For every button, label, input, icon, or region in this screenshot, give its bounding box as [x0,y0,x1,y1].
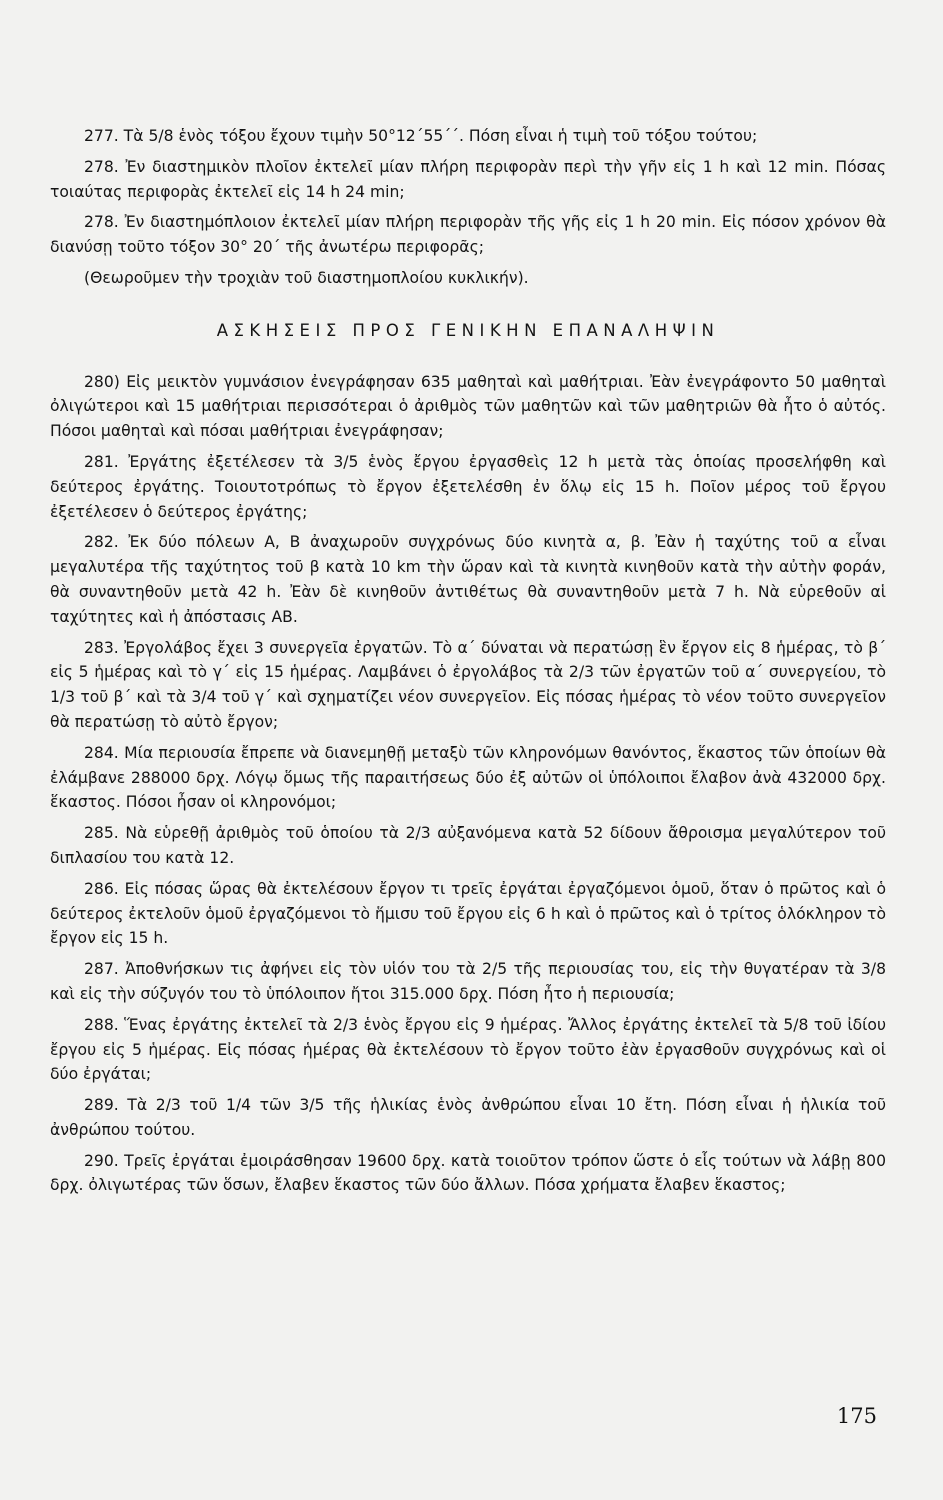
problem-278a: 278. Ἐν διαστημικὸν πλοῖον ἐκτελεῖ μίαν πλήρη περιφορὰν περὶ τὴν γῆν εἰς 1 h καὶ 12 min. Πόσας τοιαύτας περιφορὰς ἐκτελεῖ εἰς 14 h 24 min; [50,157,886,201]
problem-288: 288. Ἕνας ἐργάτης ἐκτελεῖ τὰ 2/3 ἑνὸς ἔργου εἰς 9 ἡμέρας. Ἄλλος ἐργάτης ἐκτελεῖ τὰ 5/8 τοῦ ἰδίου ἔργου εἰς 5 ἡμέρας. Εἰς πόσας ἡμέρας θὰ ἐκτελέσουν τὸ ἔργον τοῦτο ἐὰν ἐργασθοῦν συγχρόνως καὶ οἱ δύο ἐργάται; [50,1015,886,1084]
problem-290: 290. Τρεῖς ἐργάται ἐμοιράσθησαν 19600 δρχ. κατὰ τοιοῦτον τρόπον ὥστε ὁ εἷς τούτων νὰ λάβῃ 800 δρχ. ὀλιγωτέρας τῶν ὅσων, ἔλαβεν ἕκαστος τῶν δύο ἄλλων. Πόσα χρήματα ἔλαβεν ἕκαστος; [50,1151,886,1195]
problem-285: 285. Νὰ εὑρεθῇ ἀριθμὸς τοῦ ὁποίου τὰ 2/3 αὐξανόμενα κατὰ 52 δίδουν ἄθροισμα μεγαλύτερον τοῦ διπλασίου του κατὰ 12. [50,824,886,867]
problem-280: 280) Εἰς μεικτὸν γυμνάσιον ἐνεγράφησαν 635 μαθηταὶ καὶ μαθήτριαι. Ἐὰν ἐνεγράφοντο 50 μαθηταὶ ὀλιγώτεροι καὶ 15 μαθήτριαι περισσότεραι ὁ ἀριθμὸς τῶν μαθητῶν καὶ τῶν μαθητριῶν θὰ ἦτο ὁ αὐτός. Πόσοι μαθηταὶ καὶ πόσαι μαθήτριαι ἐνεγράφησαν; [50,372,886,441]
problem-278b: 278. Ἐν διαστημόπλοιον ἐκτελεῖ μίαν πλήρη περιφορὰν τῆς γῆς εἰς 1 h 20 min. Εἰς πόσον χρόνον θὰ διανύσῃ τοῦτο τόξον 30° 20΄ τῆς ἀνωτέρω περιφορᾶς; [50,213,886,257]
problem-277: 277. Τὰ 5/8 ἑνὸς τόξου ἔχουν τιμὴν 50°12΄55΄΄. Πόση εἶναι ἡ τιμὴ τοῦ τόξου τούτου; [84,127,758,145]
problem-289: 289. Τὰ 2/3 τοῦ 1/4 τῶν 3/5 τῆς ἡλικίας ἑνὸς ἀνθρώπου εἶναι 10 ἔτη. Πόση εἶναι ἡ ἡλικία τοῦ ἀνθρώπου τούτου. [50,1096,886,1139]
problem-284: 284. Μία περιουσία ἔπρεπε νὰ διανεμηθῇ μεταξὺ τῶν κληρονόμων θανόντος, ἕκαστος τῶν ὁποίων θὰ ἐλάμβανε 288000 δρχ. Λόγῳ ὅμως τῆς παραιτήσεως δύο ἐξ αὐτῶν οἱ ὑπόλοιποι ἔλαβον ἀνὰ 432000 δρχ. ἕκαστος. Πόσοι ἦσαν οἱ κληρονόμοι; [50,743,886,812]
problem-281: 281. Ἐργάτης ἐξετέλεσεν τὰ 3/5 ἑνὸς ἔργου ἐργασθεὶς 12 h μετὰ τὰς ὁποίας προσελήφθη καὶ δεύτερος ἐργάτης. Τοιουτοτρόπως τὸ ἔργον ἐξετελέσθη ἐν ὅλῳ εἰς 15 h. Ποῖον μέρος τοῦ ἔργου ἐξετέλεσεν ὁ δεύτερος ἐργάτης; [50,452,886,521]
page-number: 175 [836,1404,877,1428]
problem-note: (Θεωροῦμεν τὴν τροχιὰν τοῦ διαστημοπλοίου κυκλικήν). [84,268,529,287]
section-heading: ΑΣΚΗΣΕΙΣ ΠΡΟΣ ΓΕΝΙΚΗΝ ΕΠΑΝΑΛΗΨΙΝ [216,320,720,340]
page-content [50,124,886,1204]
problem-282: 282. Ἐκ δύο πόλεων Α, Β ἀναχωροῦν συγχρόνως δύο κινητὰ α, β. Ἐὰν ἡ ταχύτης τοῦ α εἶναι μεγαλυτέρα τῆς ταχύτητος τοῦ β κατὰ 10 km τὴν ὥραν καὶ τὰ κινητὰ κινηθοῦν κατὰ τὴν αὐτὴν φοράν, θὰ συναντηθοῦν μετὰ 42 h. Ἐὰν δὲ κινηθοῦν ἀντιθέτως θὰ συναντηθοῦν μετὰ 7 h. Νὰ εὑρεθοῦν αἱ ταχύτητες καὶ ἡ ἀπόστασις ΑΒ. [50,533,886,626]
problem-287: 287. Ἀποθνήσκων τις ἀφήνει εἰς τὸν υἱόν του τὰ 2/5 τῆς περιουσίας του, εἰς τὴν θυγατέραν τὰ 3/8 καὶ εἰς τὴν σύζυγόν του τὸ ὑπόλοιπον ἤτοι 315.000 δρχ. Πόση ἦτο ἡ περιουσία; [50,960,886,1003]
problem-283: 283. Ἐργολάβος ἔχει 3 συνεργεῖα ἐργατῶν. Τὸ α΄ δύναται νὰ περατώσῃ ἓν ἔργον εἰς 8 ἡμέρας, τὸ β΄ εἰς 5 ἡμέρας καὶ τὸ γ΄ εἰς 15 ἡμέρας. Λαμβάνει ὁ ἐργολάβος τὰ 2/3 τῶν ἐργατῶν τοῦ α΄ συνεργείου, τὸ 1/3 τοῦ β΄ καὶ τὰ 3/4 τοῦ γ΄ καὶ σχηματίζει νέον συνεργεῖον. Εἰς πόσας ἡμέρας τὸ νέον τοῦτο συνεργεῖον θὰ περατώσῃ τὸ αὐτὸ ἔργον; [50,638,886,731]
problem-286: 286. Εἰς πόσας ὥρας θὰ ἐκτελέσουν ἔργον τι τρεῖς ἐργάται ἐργαζόμενοι ὁμοῦ, ὅταν ὁ πρῶτος καὶ ὁ δεύτερος ἐκτελοῦν ὁμοῦ ἐργαζόμενοι τὸ ἥμισυ τοῦ ἔργου εἰς 6 h καὶ ὁ πρῶτος καὶ ὁ τρίτος ὁλόκληρον τὸ ἔργον εἰς 15 h. [50,879,886,948]
